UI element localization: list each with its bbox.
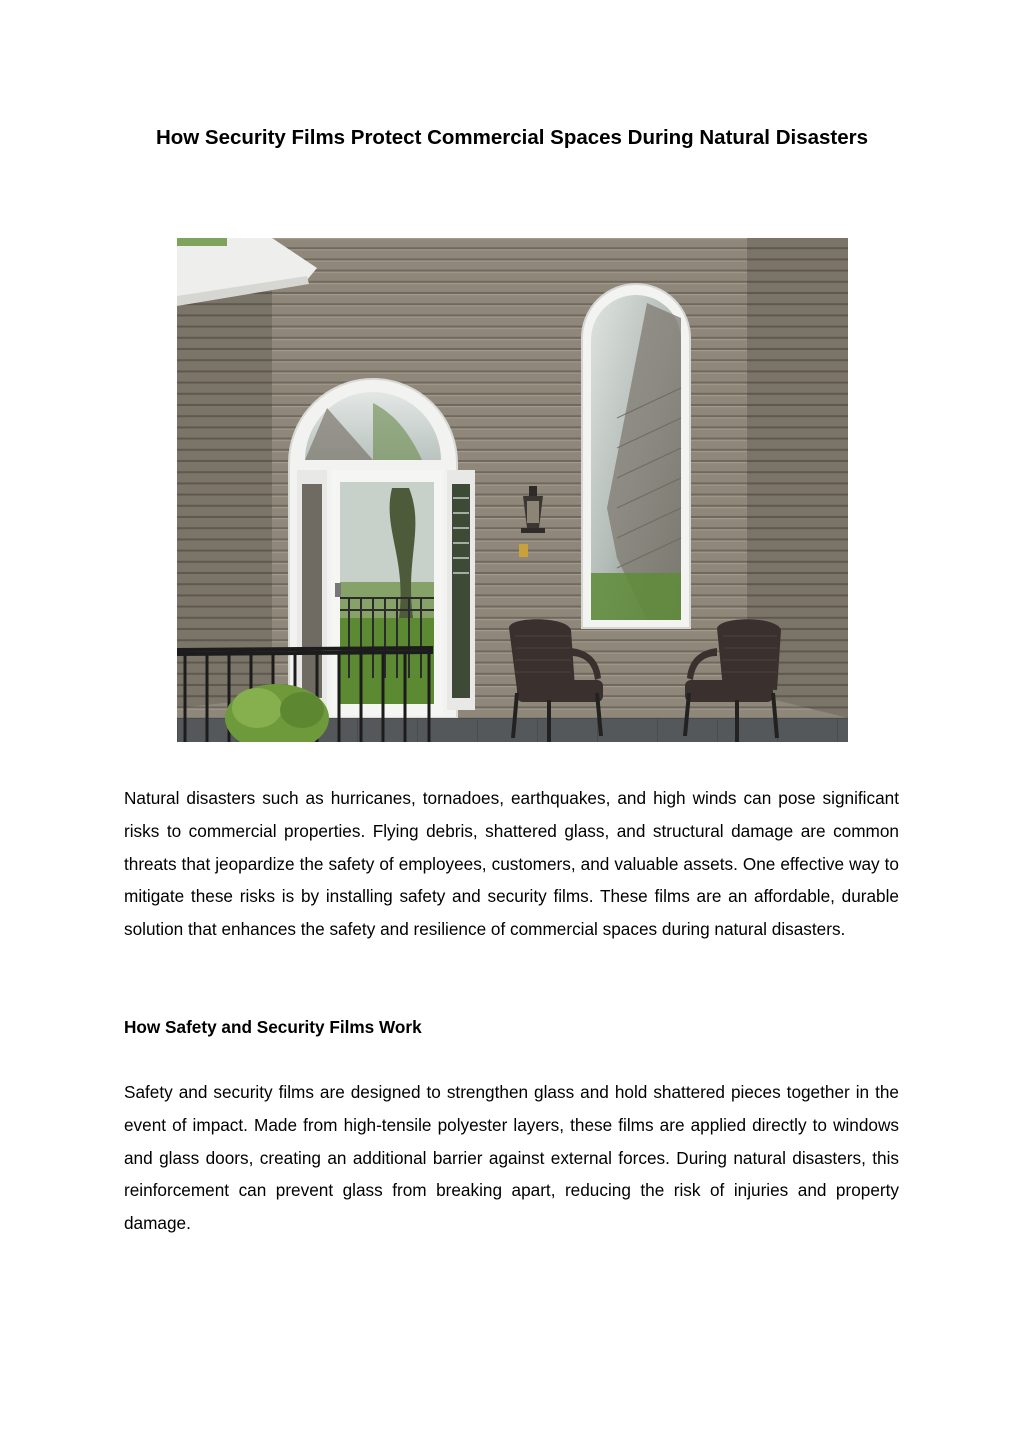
house-exterior-photo [177, 238, 848, 742]
page-title: How Security Films Protect Commercial Spaces During Natural Disasters [155, 126, 869, 149]
body-paragraph: Safety and security films are designed to strengthen glass and hold shattered pieces together in the event of impact. Made from high-tensile polyester layers, these films are applied directly to windows and glass doors, creating an additional barrier against external forces. During natural disasters, this reinforcement can prevent glass from breaking apart, reducing the risk of injuries and property damage. [124, 1082, 899, 1234]
section-heading: How Safety and Security Films Work [124, 1017, 422, 1037]
intro-paragraph: Natural disasters such as hurricanes, tornadoes, earthquakes, and high winds can pose significant risks to commercial properties. Flying debris, shattered glass, and structural damage are common threats that jeopardize the safety of employees, customers, and valuable assets. One effective way to mitigate these risks is by installing safety and security films. These films are an affordable, durable solution that enhances the safety and resilience of commercial spaces during natural disasters. [124, 788, 899, 940]
